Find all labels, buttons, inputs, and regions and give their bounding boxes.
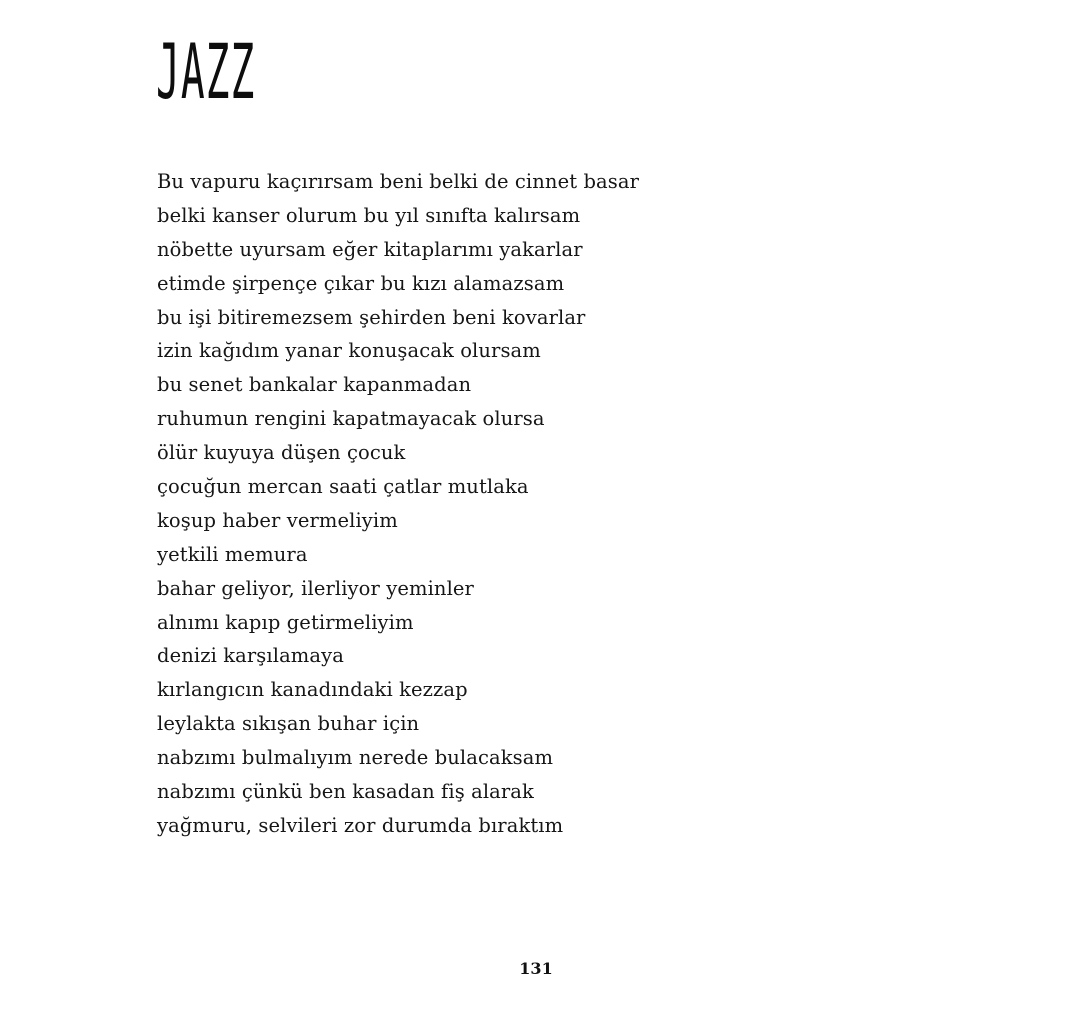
- poem-line: ruhumun rengini kapatmayacak olursa: [157, 407, 545, 431]
- poem-line: koşup haber vermeliyim: [157, 508, 398, 532]
- poem-line: izin kağıdım yanar konuşacak olursam: [157, 339, 541, 363]
- poem-line: yağmuru, selvileri zor durumda bıraktım: [157, 813, 564, 837]
- poem-line: bu senet bankalar kapanmadan: [157, 373, 472, 397]
- poem-line: bu işi bitiremezsem şehirden beni kovarlar: [157, 305, 586, 329]
- poem-line: belki kanser olurum bu yıl sınıfta kalırsam: [157, 203, 581, 227]
- poem-body: [157, 165, 639, 843]
- page-number: 131: [519, 959, 553, 978]
- poem-line: alnımı kapıp getirmeliyim: [157, 610, 414, 634]
- poem-line: nabzımı çünkü ben kasadan fiş alarak: [157, 780, 534, 804]
- poem-line: çocuğun mercan saati çatlar mutlaka: [157, 475, 529, 499]
- poem-line: nöbette uyursam eğer kitaplarımı yakarlar: [157, 237, 583, 261]
- poem-line: nabzımı bulmalıyım nerede bulacaksam: [157, 746, 554, 770]
- poem-line: kırlangıcın kanadındaki kezzap: [157, 678, 468, 702]
- poem-title: JAZZ: [156, 27, 256, 116]
- poem-line: etimde şirpençe çıkar bu kızı alamazsam: [157, 271, 565, 295]
- poem-line: bahar geliyor, ilerliyor yeminler: [157, 576, 474, 600]
- poem-line: Bu vapuru kaçırırsam beni belki de cinnet basar: [157, 170, 640, 193]
- poem-line: denizi karşılamaya: [157, 644, 344, 668]
- poem-line: leylakta sıkışan buhar için: [157, 712, 420, 736]
- poem-line: yetkili memura: [157, 542, 308, 566]
- poem-line: ölür kuyuya düşen çocuk: [157, 441, 406, 465]
